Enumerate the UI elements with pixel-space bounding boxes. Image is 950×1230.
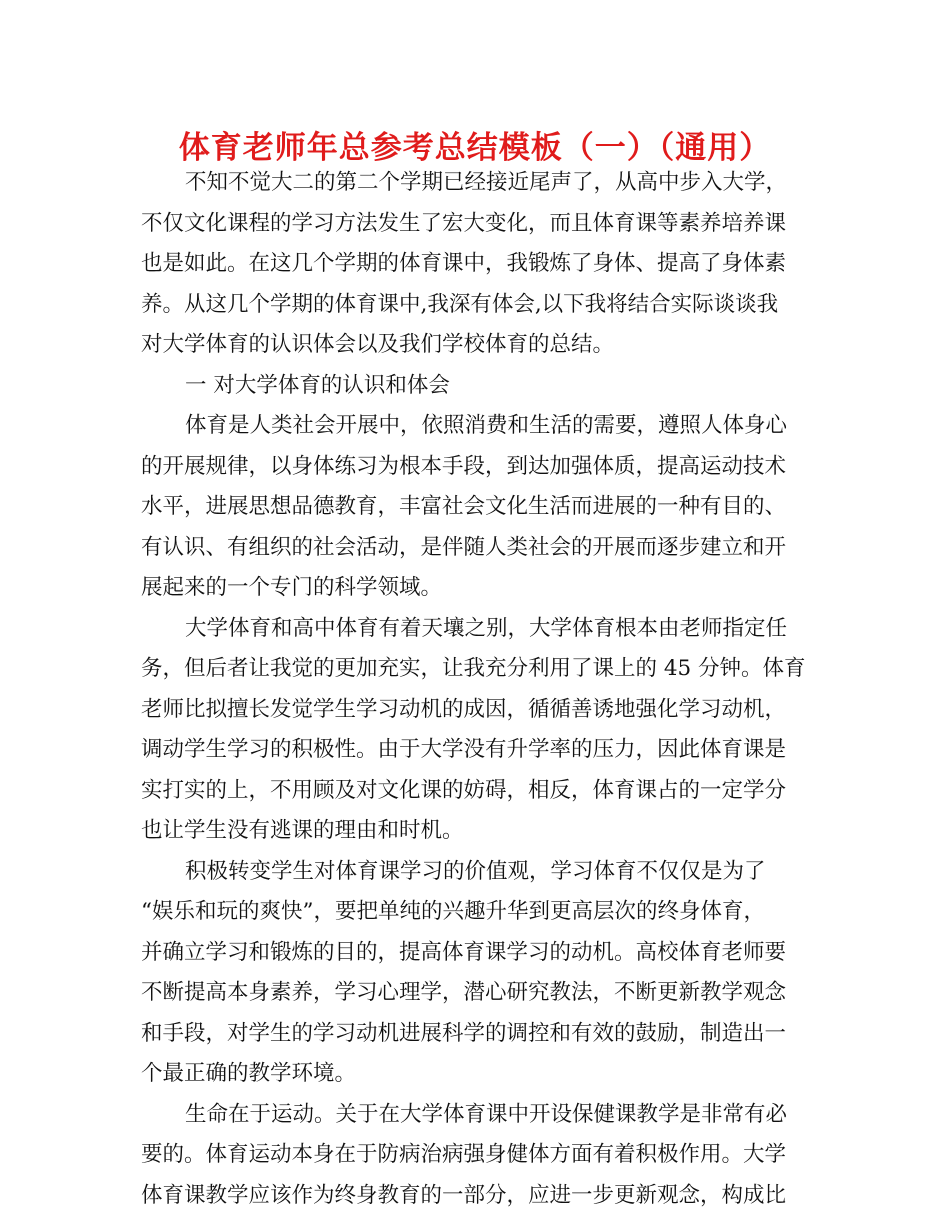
text-line: “娱乐和玩的爽快”，要把单纯的兴趣升华到更高层次的终身体育， <box>141 899 765 924</box>
text-line: 实打实的上，不用顾及对文化课的妨碍，相反，体育课占的一定学分 <box>141 777 787 803</box>
text-line: 老师比拟擅长发觉学生学习动机的成因，循循善诱地强化学习动机， <box>141 696 787 722</box>
text-line: 水平，进展思想品德教育，丰富社会文化生活而进展的一种有目的、 <box>141 494 787 519</box>
text-line: 不知不觉大二的第二个学期已经接近尾声了，从高中步入大学， <box>185 170 788 195</box>
text-line: 展起来的一个专门的科学领域。 <box>141 575 443 600</box>
text-line: 并确立学习和锻炼的目的，提高体育课学习的动机。高校体育老师要 <box>141 939 787 965</box>
text-line: 养。从这几个学期的体育课中,我深有体会,以下我将结合实际谈谈我 <box>141 291 779 317</box>
text-line: 调动学生学习的积极性。由于大学没有升学率的压力，因此体育课是 <box>141 737 787 762</box>
text-line: 生命在于运动。关于在大学体育课中开设保健课教学是非常有必 <box>185 1101 788 1127</box>
text-line: 个最正确的教学环境。 <box>141 1061 357 1086</box>
text-line: 积极转变学生对体育课学习的价值观，学习体育不仅仅是为了 <box>185 858 766 884</box>
text-line: 对大学体育的认识体会以及我们学校体育的总结。 <box>141 332 615 357</box>
text-line: 的开展规律，以身体练习为根本手段，到达加强体质，提高运动技术 <box>141 453 787 479</box>
text-line: 不断提高本身素养，学习心理学，潜心研究教法，不断更新教学观念 <box>141 980 787 1005</box>
text-line: 务，但后者让我觉的更加充实，让我充分利用了课上的 45 分钟。体育 <box>141 656 806 681</box>
document-body <box>141 163 811 1216</box>
text-line: 要的。体育运动本身在于防病治病强身健体方面有着积极作用。大学 <box>141 1142 787 1167</box>
text-line: 和手段，对学生的学习动机进展科学的调控和有效的鼓励，制造出一 <box>141 1020 787 1046</box>
text-line: 也让学生没有逃课的理由和时机。 <box>141 818 464 843</box>
text-line: 体育课教学应该作为终身教育的一部分，应进一步更新观念，构成比 <box>141 1182 787 1208</box>
text-line: 也是如此。在这几个学期的体育课中，我锻炼了身体、提高了身体素 <box>141 251 787 276</box>
text-line: 不仅文化课程的学习方法发生了宏大变化，而且体育课等素养培养课 <box>141 210 787 236</box>
document-title: 体育老师年总参考总结模板（一）（通用） <box>178 130 772 166</box>
text-line: 有认识、有组织的社会活动，是伴随人类社会的开展而逐步建立和开 <box>141 534 787 560</box>
text-line: 体育是人类社会开展中，依照消费和生活的需要，遵照人体身心 <box>185 413 788 438</box>
text-line: 大学体育和高中体育有着天壤之别，大学体育根本由老师指定任 <box>185 615 788 641</box>
section-heading: 一 对大学体育的认识和体会 <box>185 372 450 398</box>
